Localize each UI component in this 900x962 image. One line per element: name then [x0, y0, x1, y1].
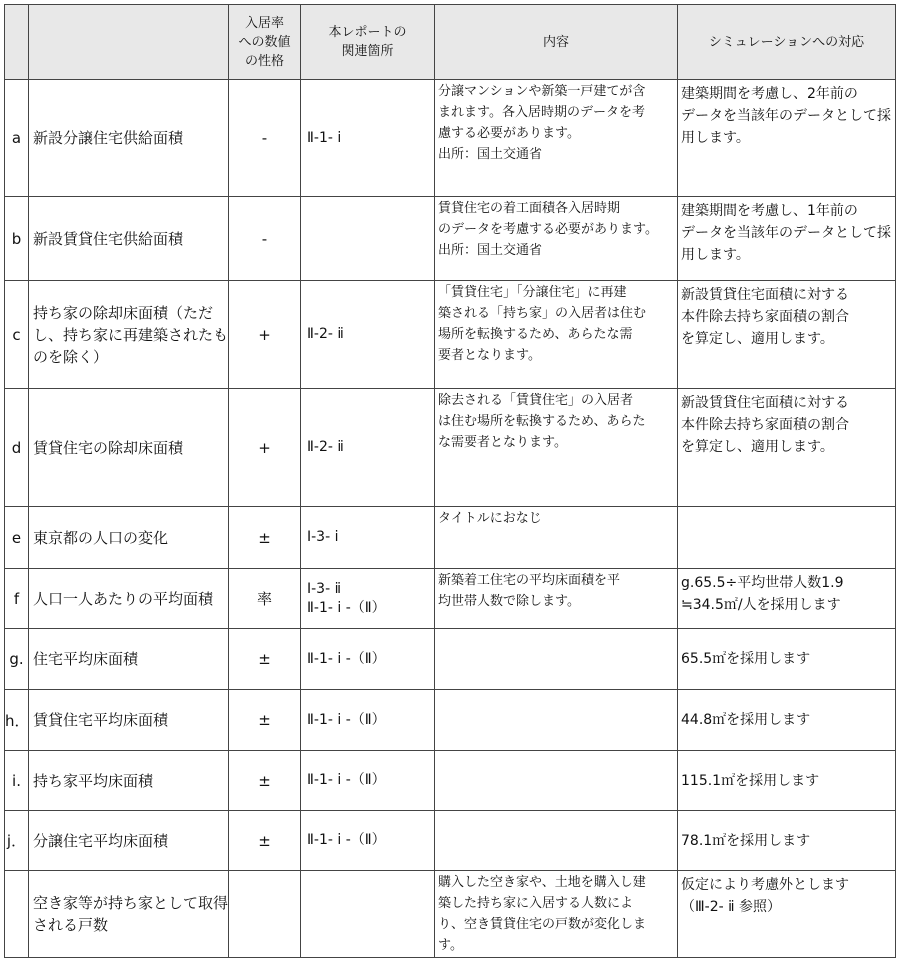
occupancy-sign-line: +: [258, 325, 271, 344]
header-id: [5, 5, 29, 80]
occupancy-sign-line: ±: [258, 831, 271, 850]
simulation-text-line: データを当該年のデータとして採: [681, 225, 891, 241]
item-name: [29, 197, 229, 281]
simulation-text-line: を算定し、適用します。: [681, 331, 834, 347]
simulation-text-line: 44.8㎡を採用します: [681, 712, 811, 728]
report-reference-line: Ⅰ-3- ⅱ: [307, 580, 341, 597]
simulation-text-line: を算定し、適用します。: [681, 439, 834, 455]
header-row: [5, 5, 896, 80]
content-text: [435, 871, 678, 958]
table-row: [5, 569, 896, 629]
occupancy-sign-line: 率: [256, 590, 272, 608]
simulation-text-line: 本件除去持ち家面積の割合: [681, 417, 849, 433]
content-text: [435, 751, 678, 811]
report-reference: [301, 811, 435, 871]
row-id: [5, 871, 29, 958]
report-reference-line: Ⅱ-1- ⅰ -（Ⅱ）: [307, 772, 386, 788]
content-text-line: 出所：国土交通省: [438, 147, 543, 162]
simulation-text-line: g.65.5÷平均世帯人数1.9: [681, 575, 844, 591]
report-reference: [301, 871, 435, 958]
content-text-line: り、空き賃貸住宅の戸数が変化しま: [438, 917, 647, 932]
report-reference-line: Ⅱ-2- ⅱ: [307, 439, 344, 455]
simulation-text-line: （Ⅲ-2- ⅱ 参照）: [681, 899, 781, 915]
content-text: [435, 690, 678, 751]
item-name-line: し、持ち家に再建築されたも: [33, 325, 229, 344]
item-name-line: 持ち家平均床面積: [33, 771, 154, 790]
report-reference: [301, 751, 435, 811]
item-name-line: 新設賃貸住宅供給面積: [33, 229, 184, 248]
item-name-line: 賃貸住宅平均床面積: [33, 711, 169, 729]
content-text-line: 新築着工住宅の平均床面積を平: [438, 573, 621, 588]
content-text-line: 場所を転換するため、あらたな需: [438, 327, 633, 342]
content-text-line: 「賃貸住宅」「分譲住宅」に再建: [438, 285, 627, 300]
report-reference-line: Ⅱ-1- ⅰ -（Ⅱ）: [307, 832, 386, 848]
item-name: [29, 871, 229, 958]
occupancy-sign: [229, 690, 301, 751]
report-reference-line: Ⅱ-1- ⅰ -（Ⅱ）: [307, 711, 386, 728]
header-line: 本レポートの: [328, 25, 407, 40]
row-id-line: i.: [12, 771, 21, 790]
row-id-line: f: [13, 589, 20, 608]
report-reference-line: Ⅱ-2- ⅱ: [307, 326, 344, 342]
table-row: [5, 507, 896, 569]
content-text: [435, 811, 678, 871]
simulation-text-line: 建築期間を考慮し、2年前の: [681, 86, 858, 102]
content-text: [435, 281, 678, 389]
row-id-line: c: [12, 325, 21, 344]
simulation-text-line: 115.1㎡を採用します: [681, 772, 820, 789]
simulation-text: [678, 507, 896, 569]
header-simulation: シミュレーションへの対応: [678, 5, 896, 80]
occupancy-sign: [229, 629, 301, 690]
item-name: [29, 690, 229, 751]
content-text-line: 購入した空き家や、土地を購入し建: [438, 875, 646, 890]
content-text-line: 要者となります。: [438, 348, 541, 363]
row-id: [5, 569, 29, 629]
content-text-line: のデータを考慮する必要があります。: [438, 222, 658, 237]
report-reference: [301, 569, 435, 629]
item-name: [29, 281, 229, 389]
simulation-text: [678, 751, 896, 811]
content-text: [435, 507, 678, 569]
simulation-text: [678, 389, 896, 507]
header-report-reference: [301, 5, 435, 80]
item-name: [29, 569, 229, 629]
row-id: [5, 507, 29, 569]
occupancy-sign: [229, 281, 301, 389]
report-reference: [301, 629, 435, 690]
row-id-line: h．: [5, 711, 30, 730]
header-item: [29, 5, 229, 80]
row-id-line: e: [11, 528, 22, 547]
content-text: [435, 569, 678, 629]
item-name-line: 空き家等が持ち家として取得: [33, 894, 229, 912]
occupancy-sign: [229, 751, 301, 811]
row-id-line: a: [11, 129, 22, 147]
content-text-line: 慮する必要があります。: [438, 126, 580, 141]
occupancy-sign-line: ±: [258, 650, 271, 668]
row-id: [5, 629, 29, 690]
table-row: [5, 197, 896, 281]
simulation-text: [678, 690, 896, 751]
item-name-line: 東京都の人口の変化: [33, 528, 169, 547]
report-reference: [301, 389, 435, 507]
occupancy-sign-line: -: [261, 229, 268, 248]
occupancy-sign: [229, 80, 301, 197]
report-reference: [301, 80, 435, 197]
row-id-line: g.: [9, 650, 24, 668]
occupancy-sign: [229, 871, 301, 958]
item-name-line: 人口一人あたりの平均面積: [33, 589, 214, 608]
simulation-text: [678, 569, 896, 629]
simulation-text-line: ≒34.5㎡/人を採用します: [681, 597, 841, 613]
item-name-line: のを除く）: [33, 347, 109, 366]
row-id: [5, 80, 29, 197]
occupancy-sign-line: ±: [258, 711, 271, 729]
item-name-line: 住宅平均床面積: [33, 650, 139, 668]
simulation-text: [678, 871, 896, 958]
item-name: [29, 80, 229, 197]
table-row: [5, 281, 896, 389]
content-text: [435, 80, 678, 197]
table-row: [5, 690, 896, 751]
item-name: [29, 811, 229, 871]
simulation-text-line: 78.1㎡を採用します: [681, 832, 811, 849]
content-text-line: な需要者となります。: [438, 435, 567, 450]
simulation-text: [678, 80, 896, 197]
item-name-line: 持ち家の除却床面積（ただ: [33, 303, 214, 322]
table-row: [5, 871, 896, 958]
table-row: [5, 751, 896, 811]
header-line: の性格: [244, 53, 284, 69]
report-reference: [301, 281, 435, 389]
row-id-line: d: [11, 438, 22, 457]
report-reference-line: Ⅰ-3- ⅰ: [307, 529, 339, 545]
report-reference: [301, 197, 435, 281]
occupancy-sign: [229, 507, 301, 569]
header-line: への数値: [238, 34, 291, 50]
content-text-line: は住む場所を転換するため、あらた: [438, 414, 646, 429]
header-content: 内容: [435, 5, 678, 80]
item-name-line: 新設分譲住宅供給面積: [33, 129, 184, 147]
simulation-text-line: 新設賃貸住宅面積に対する: [681, 287, 849, 303]
header-line: 入居率: [244, 15, 284, 31]
content-text-line: 築される「持ち家」の入居者は住む: [438, 306, 647, 321]
content-text-line: 築した持ち家に入居する人数によ: [438, 896, 634, 911]
table-row: [5, 80, 896, 197]
item-name-line: 賃貸住宅の除却床面積: [33, 438, 184, 457]
content-text-line: 均世帯人数で除します。: [438, 594, 580, 609]
content-text-line: す。: [438, 938, 463, 953]
item-name: [29, 389, 229, 507]
content-text: [435, 197, 678, 281]
row-id-line: j．: [6, 832, 27, 850]
report-reference: [301, 507, 435, 569]
report-reference-line: Ⅱ-1- ⅰ -（Ⅱ）: [307, 599, 386, 616]
simulation-text-line: データを当該年のデータとして採: [681, 108, 891, 124]
content-text-line: 除去される「賃貸住宅」の入居者: [438, 393, 634, 408]
row-id: [5, 281, 29, 389]
occupancy-sign-line: ±: [258, 771, 271, 790]
content-text-line: 出所：国土交通省: [438, 243, 543, 258]
row-id: [5, 389, 29, 507]
report-reference-line: Ⅱ-1- ⅰ: [307, 129, 342, 146]
simulation-text-line: 用します。: [681, 130, 750, 146]
row-id: [5, 197, 29, 281]
simulation-text: [678, 811, 896, 871]
content-text: [435, 389, 678, 507]
simulation-text-line: 建築期間を考慮し、1年前の: [681, 203, 858, 219]
simulation-text-line: 仮定により考慮外とします: [681, 877, 849, 893]
occupancy-sign-line: +: [258, 438, 271, 457]
item-name: [29, 751, 229, 811]
content-text: [435, 629, 678, 690]
table-row: [5, 389, 896, 507]
simulation-text: [678, 629, 896, 690]
occupancy-sign-line: -: [261, 129, 268, 147]
occupancy-sign: [229, 389, 301, 507]
item-name: [29, 507, 229, 569]
reference-table: [4, 4, 896, 958]
occupancy-sign: [229, 811, 301, 871]
item-name-line: される戸数: [33, 916, 109, 934]
header-line: 関連箇所: [341, 44, 394, 59]
simulation-text-line: 用します。: [681, 247, 750, 263]
content-text-line: 分譲マンションや新築一戸建てが含: [438, 84, 646, 99]
row-id: [5, 690, 29, 751]
row-id: [5, 811, 29, 871]
item-name: [29, 629, 229, 690]
simulation-text-line: 65.5㎡を採用します: [681, 651, 811, 667]
table-row: [5, 629, 896, 690]
simulation-text-line: 新設賃貸住宅面積に対する: [681, 395, 849, 411]
content-text-line: まれます。各入居時期のデータを考: [438, 105, 645, 120]
row-id-line: b: [11, 229, 22, 248]
row-id: [5, 751, 29, 811]
content-text-line: 賃貸住宅の着工面積各入居時期: [438, 201, 621, 216]
occupancy-sign-line: ±: [258, 528, 271, 547]
report-reference: [301, 690, 435, 751]
simulation-text-line: 本件除去持ち家面積の割合: [681, 309, 849, 325]
occupancy-sign: [229, 197, 301, 281]
simulation-text: [678, 281, 896, 389]
item-name-line: 分譲住宅平均床面積: [33, 831, 169, 850]
header-occupancy-nature: [229, 5, 301, 80]
occupancy-sign: [229, 569, 301, 629]
table-row: [5, 811, 896, 871]
content-text-line: タイトルにおなじ: [438, 511, 542, 526]
simulation-text: [678, 197, 896, 281]
report-reference-line: Ⅱ-1- ⅰ -（Ⅱ）: [307, 650, 386, 667]
